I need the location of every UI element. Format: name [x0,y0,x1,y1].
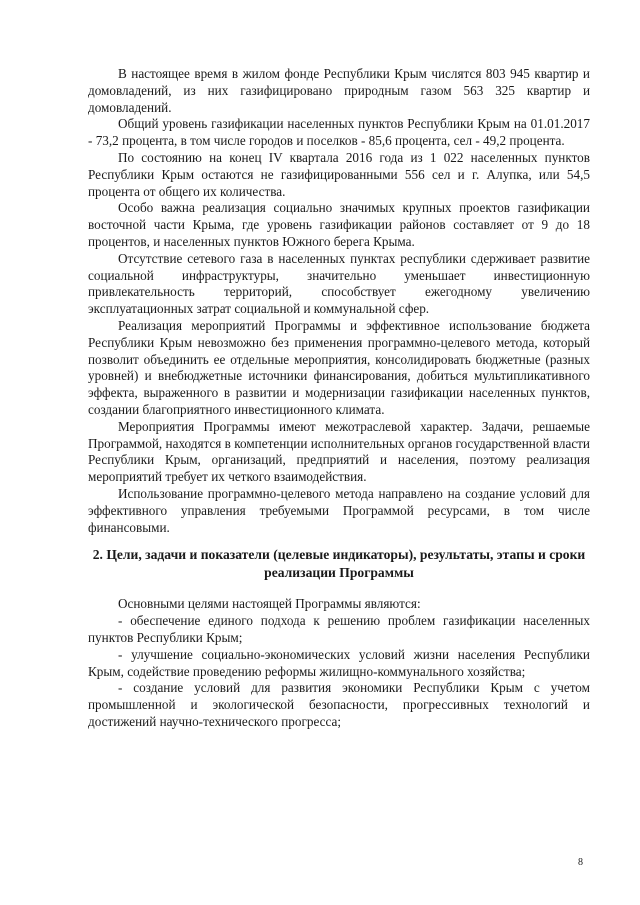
paragraph-program-implementation: Реализация мероприятий Программы и эффективное использование бюджета Республики Крым невозможно без применения программно-целевого метода, который позволит объединить ее отдельные мероприятия, консолидировать бюджетные (разных уровней) и внебюджетные источники финансирования, добиться мультипликативного эффекта, выраженного в развитии и модернизации газификации населенных пунктов, создании благоприятного инвестиционного климата. [88,317,590,417]
paragraph-lack-of-network-gas: Отсутствие сетевого газа в населенных пунктах республики сдерживает развитие социальной инфраструктуры, значительно уменьшает инвестиционную привлекательность территорий, способствует ежегодному увеличению эксплуатационных затрат социальной и коммунальной сфер. [88,250,590,317]
paragraph-ungasified-settlements: По состоянию на конец IV квартала 2016 года из 1 022 населенных пунктов Республики Крым остаются не газифицированными 556 сел и г. Алупка, или 54,5 процента от общего их количества. [88,149,590,199]
paragraph-housing-stock: В настоящее время в жилом фонде Республики Крым числятся 803 945 квартир и домовладений, из них газифицировано природным газом 563 325 квартир и домовладений. [88,66,590,115]
list-item-economic-development: - создание условий для развития экономики Республики Крым с учетом промышленной и экологической безопасности, прогрессивных технологий и достижений научно-технического прогресса; [88,680,590,729]
paragraph-intersectoral-nature: Мероприятия Программы имеют межотраслевой характер. Задачи, решаемые Программой, находятся в компетенции исполнительных органов государственной власти Республики Крым, организаций, предприятий и населения, поэтому реализация мероприятий требует их четкого взаимодействия. [88,418,590,485]
paragraph-program-target-method: Использование программно-целевого метода направлено на создание условий для эффективного управления требуемыми Программой ресурсами, в том числе финансовыми. [88,485,590,535]
page-number: 8 [578,857,583,868]
paragraph-gasification-level: Общий уровень газификации населенных пунктов Республики Крым на 01.01.2017 - 73,2 процента, в том числе городов и поселков - 85,6 процента, сел - 49,2 процента. [88,116,590,149]
section-heading: 2. Цели, задачи и показатели (целевые индикаторы), результаты, этапы и сроки реализации Программы [92,547,586,581]
list-item-unified-approach: - обеспечение единого подхода к решению проблем газификации населенных пунктов Республики Крым; [88,613,590,645]
paragraph-eastern-crimea-projects: Особо важна реализация социально значимых крупных проектов газификации восточной части Крыма, где уровень газификации районов составляет от 9 до 18 процентов, и населенных пунктов Южного берега Крыма. [88,200,590,249]
paragraph-main-goals-intro: Основными целями настоящей Программы являются: [118,596,421,612]
page-content [88,66,590,731]
list-item-living-conditions: - улучшение социально-экономических условий жизни населения Республики Крым, содействие проведению реформы жилищно-коммунального хозяйства; [88,646,590,679]
